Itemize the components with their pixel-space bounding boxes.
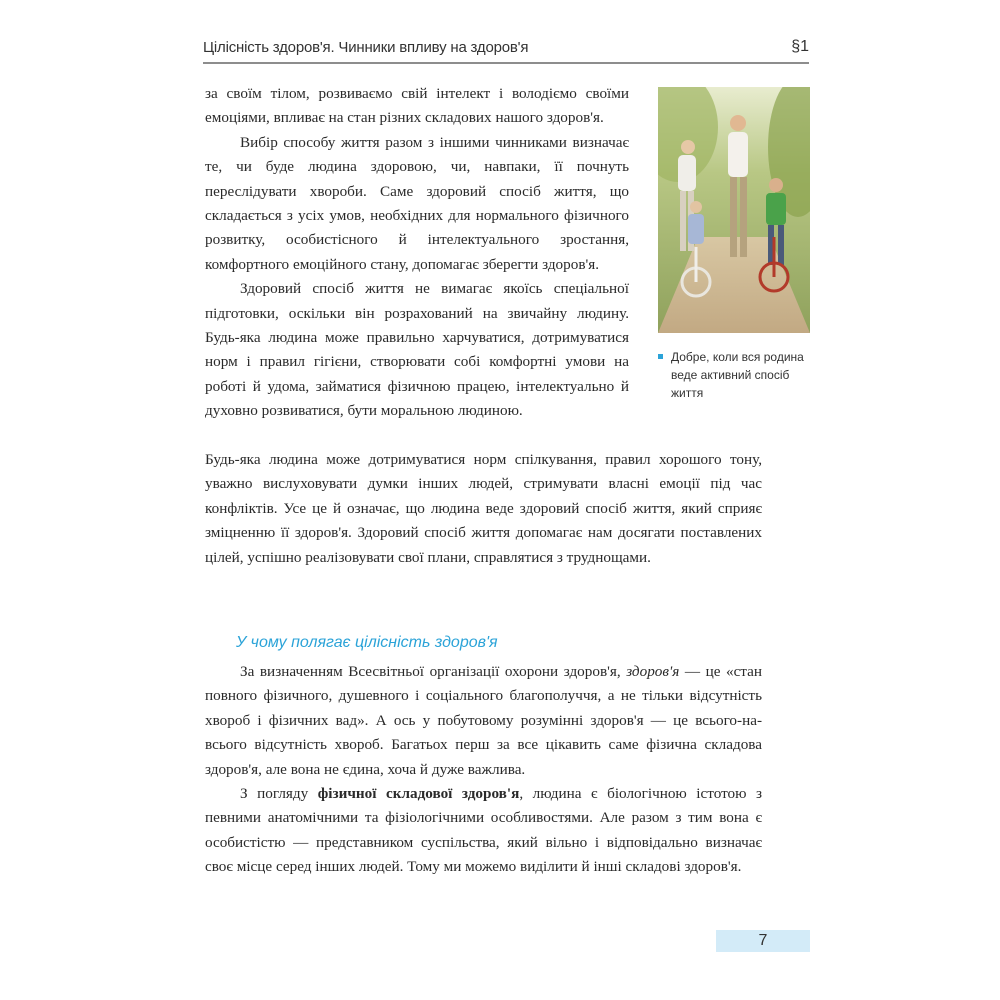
paragraph-2-rest: , людина є біологічною істотою з певними анатомічними та фізіологічними особливостями. Але разом з тим вона є особистістю — представником суспільства, який вільно і відповідально визначає своє місце серед інших людей. Тому ми можемо виділити й інші складові здоров'я.: [205, 785, 762, 876]
page-header: [203, 36, 809, 64]
intro-paragraph-1: за своїм тілом, розвиваємо свій інтелект і володіємо своїми емоціями, впливає на стан різних складових нашого здоров'я.: [205, 85, 629, 127]
paragraph-2-start: З погляду: [240, 785, 318, 803]
caption-text: Добре, коли вся родина веде активний спосіб життя: [671, 350, 804, 400]
section-heading: У чому полягає цілісність здоров'я: [236, 634, 498, 651]
caption-bullet-icon: [658, 354, 663, 359]
term-health: здоров'я: [626, 663, 680, 680]
intro-continuation-block: [205, 448, 762, 570]
family-cycling-photo: [658, 87, 810, 333]
section-paragraph-2: [205, 782, 762, 880]
family-cycling-illustration: [658, 87, 810, 333]
page-number: 7: [716, 930, 810, 952]
running-title: Цілісність здоров'я. Чинники впливу на здоров'я: [203, 39, 529, 56]
paragraph-1-rest: — це «стан повного фізичного, душевного і соціального благополуччя, а не тільки відсутність хвороб і фізичних вад». А ось у побутовому розумінні здоров'я — це всього-на-всього відсутність хвороб. Багатьох перш за все цікавить саме фізична складова здоров'я, але вона не єдина, хоча й дуже важлива.: [205, 663, 762, 778]
section-number: §1: [791, 38, 809, 55]
term-physical-component: фізичної складової здоров'я: [317, 785, 520, 803]
intro-paragraph-3: Здоровий спосіб життя не вимагає якоїсь спеціальної підготовки, оскільки він розрахований на звичайну людину. Будь-яка людина може правильно харчуватися, дотримуватися норм і правил гігієни, створювати собі комфортні умови на роботі й удома, займатися фізичною працею, інтелектуально й духовно розвиватися, бути моральною людиною.: [205, 280, 629, 420]
intro-text-block: [205, 82, 629, 424]
intro-paragraph-3-continued: Будь-яка людина може дотримуватися норм спілкування, правил хорошого тону, уважно вислуховувати думки інших людей, стримувати власні емоції під час конфліктів. Усе це й означає, що людина веде здоровий спосіб життя, який сприяє зміцненню її здоров'я. Здоровий спосіб життя допомагає нам досягати поставлених цілей, успішно реалізовувати свої плани, справлятися з труднощами.: [205, 451, 762, 566]
intro-paragraph-2: Вибір способу життя разом з іншими чинниками визначає те, чи буде людина здоровою, чи, навпаки, її почнуть переслідувати хвороби. Саме здоровий спосіб життя, що складається з усіх умов, необхідних для нормального фізичного розвитку, особистісного й інтелектуального зростання, комфортного емоційного стану, допомагає зберегти здоров'я.: [205, 133, 629, 273]
section-paragraph-1: [205, 660, 762, 782]
paragraph-1-start: За визначенням Всесвітньої організації охорони здоров'я,: [240, 663, 627, 680]
photo-caption: [658, 348, 808, 402]
section-body: [205, 660, 762, 880]
